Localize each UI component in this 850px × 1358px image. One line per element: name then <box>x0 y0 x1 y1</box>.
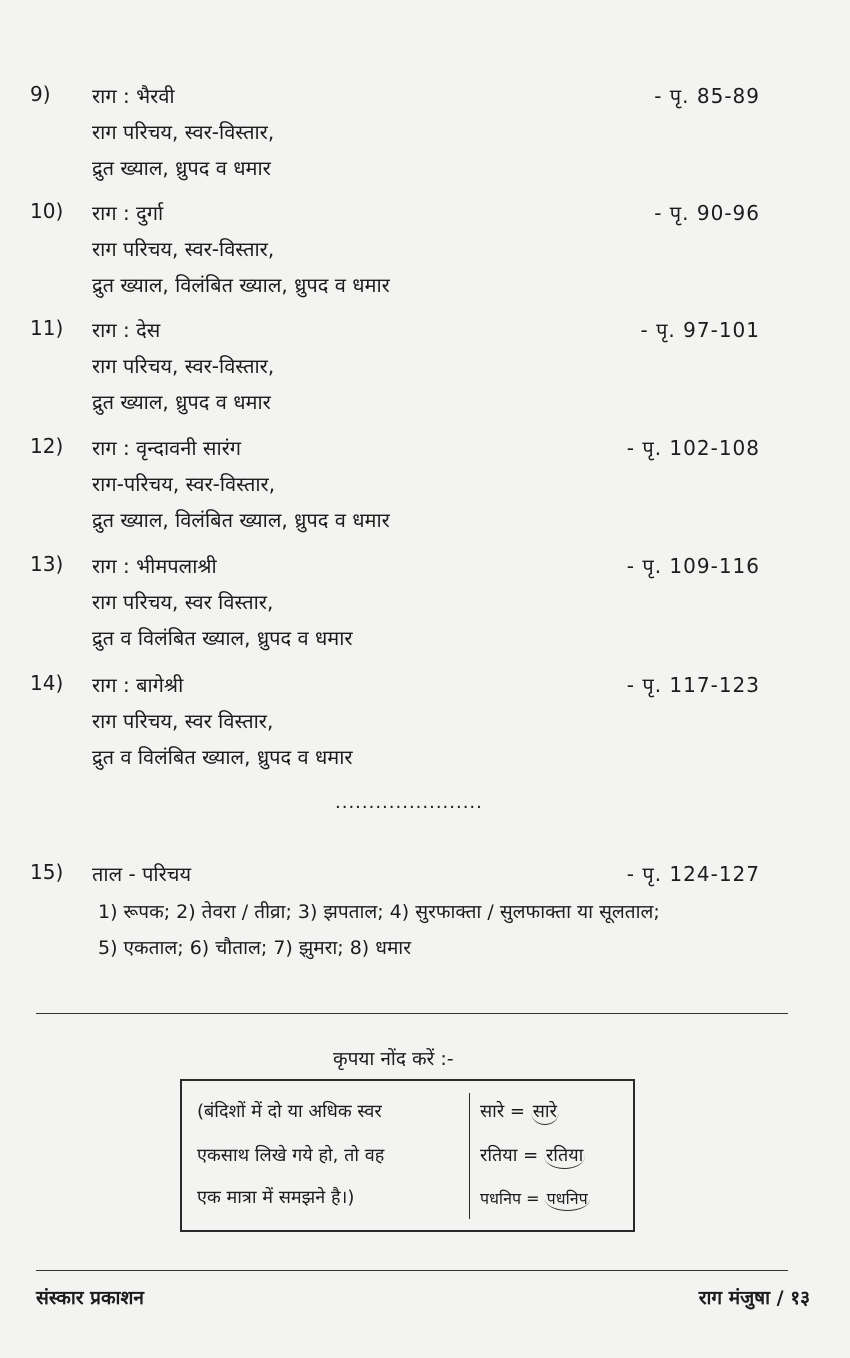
contents-entry-14 <box>30 671 770 781</box>
entry-number: 9) <box>30 82 51 106</box>
entry-pages: - पृ. 97-101 <box>640 318 760 342</box>
entry-number: 12) <box>30 434 64 458</box>
footer-page-label: राग मंजुषा / १३ <box>698 1287 810 1309</box>
example-value: पधनिप <box>545 1187 590 1211</box>
entry-line-1: राग परिचय, स्वर विस्तार, <box>92 709 274 733</box>
entry-number: 11) <box>30 316 64 340</box>
entry-pages: - पृ. 102-108 <box>626 436 760 460</box>
entry-line-1: राग-परिचय, स्वर-विस्तार, <box>92 472 276 496</box>
entry-line-2: द्रुत ख्याल, विलंबित ख्याल, ध्रुपद व धमार <box>92 273 390 297</box>
note-divider <box>469 1093 470 1219</box>
entry-title: राग : भीमपलाश्री <box>92 554 217 578</box>
tala-list-line-1: 1) रूपक; 2) तेवरा / तीव्रा; 3) झपताल; 4) सुरफाक्ता / सुलफाक्ता या सूलताल; <box>98 901 660 923</box>
tala-list-line-2: 5) एकताल; 6) चौताल; 7) झुमरा; 8) धमार <box>98 937 411 959</box>
note-heading: कृपया नोंद करें :- <box>333 1048 454 1070</box>
entry-title: राग : भैरवी <box>92 84 175 108</box>
entry-line-2: द्रुत व विलंबित ख्याल, ध्रुपद व धमार <box>92 626 353 650</box>
example-value: रतिया <box>544 1143 585 1169</box>
entry-title: राग : वृन्दावनी सारंग <box>92 436 242 460</box>
note-example-2 <box>480 1143 585 1169</box>
example-label: रतिया = <box>480 1145 539 1166</box>
contents-entry-9 <box>30 82 770 192</box>
entry-line-1: राग परिचय, स्वर-विस्तार, <box>92 237 275 261</box>
entry-number: 10) <box>30 199 64 223</box>
entry-title: राग : देस <box>92 318 161 342</box>
entry-pages: - पृ. 90-96 <box>654 201 760 225</box>
contents-entry-10 <box>30 199 770 309</box>
contents-entry-11 <box>30 316 770 426</box>
entry-line-1: राग परिचय, स्वर-विस्तार, <box>92 120 275 144</box>
note-text-line-3: एक मात्रा में समझने है।) <box>197 1187 355 1208</box>
section-separator: ...................... <box>335 792 483 813</box>
entry-title: राग : बागेश्री <box>92 673 184 697</box>
entry-number: 13) <box>30 552 64 576</box>
entry-title: राग : दुर्गा <box>92 201 164 225</box>
entry-line-2: द्रुत ख्याल, विलंबित ख्याल, ध्रुपद व धमार <box>92 508 390 532</box>
note-text-line-2: एकसाथ लिखे गये हो, तो वह <box>197 1145 385 1166</box>
entry-number: 14) <box>30 671 64 695</box>
example-label: सारे = <box>480 1101 525 1122</box>
contents-entry-12 <box>30 434 770 544</box>
entry-line-2: द्रुत ख्याल, ध्रुपद व धमार <box>92 156 271 180</box>
entry-number: 15) <box>30 860 64 884</box>
entry-pages: - पृ. 85-89 <box>654 84 760 108</box>
note-example-3 <box>480 1187 590 1211</box>
entry-line-2: द्रुत व विलंबित ख्याल, ध्रुपद व धमार <box>92 745 353 769</box>
contents-entry-13 <box>30 552 770 662</box>
contents-entry-15 <box>30 860 770 970</box>
entry-pages: - पृ. 109-116 <box>626 554 760 578</box>
entry-pages: - पृ. 117-123 <box>626 673 760 697</box>
footer-publisher: संस्कार प्रकाशन <box>36 1287 144 1309</box>
entry-pages: - पृ. 124-127 <box>626 862 760 886</box>
entry-line-1: राग परिचय, स्वर-विस्तार, <box>92 354 275 378</box>
note-box <box>180 1079 635 1232</box>
example-value: सारे <box>531 1099 559 1125</box>
entry-title: ताल - परिचय <box>92 862 192 886</box>
entry-line-1: राग परिचय, स्वर विस्तार, <box>92 590 274 614</box>
entry-line-2: द्रुत ख्याल, ध्रुपद व धमार <box>92 390 271 414</box>
note-example-1 <box>480 1099 559 1125</box>
note-text-line-1: (बंदिशों में दो या अधिक स्वर <box>197 1101 382 1122</box>
example-label: पधनिप = <box>480 1189 540 1208</box>
horizontal-rule-footer <box>36 1270 788 1271</box>
horizontal-rule-top <box>36 1013 788 1014</box>
